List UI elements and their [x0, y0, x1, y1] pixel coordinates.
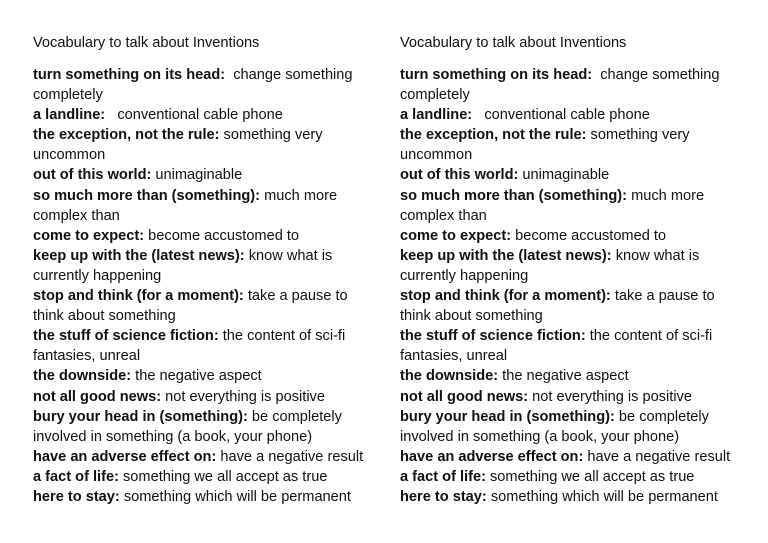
- entry-definition: unimaginable: [518, 167, 610, 184]
- entry-term: keep up with the (latest news):: [33, 247, 245, 264]
- vocabulary-entry: [33, 105, 378, 125]
- entry-definition: something we all accept as true: [118, 468, 328, 485]
- entry-term: come to expect:: [33, 227, 145, 244]
- vocabulary-entry: [33, 326, 378, 366]
- entry-term: not all good news:: [33, 388, 162, 405]
- entry-term: bury your head in (something):: [33, 408, 248, 425]
- vocabulary-entry: [400, 286, 745, 326]
- entry-definition: have a negative result: [216, 448, 364, 465]
- entry-definition: not everything is positive: [528, 388, 692, 405]
- entry-definition: conventional cable phone: [105, 107, 283, 124]
- entry-definition: not everything is positive: [161, 388, 325, 405]
- entry-definition: something very uncommon: [400, 127, 694, 164]
- vocabulary-entry: [33, 467, 378, 487]
- entry-term: not all good news:: [400, 388, 529, 405]
- entry-definition: be completely involved in something (a book, your phone): [33, 408, 347, 445]
- entry-term: a fact of life:: [400, 468, 486, 485]
- entry-term: the downside:: [400, 368, 499, 385]
- entry-term: turn something on its head:: [400, 67, 593, 83]
- vocabulary-entry: [400, 165, 745, 185]
- entry-definition: change something completely: [400, 67, 724, 104]
- vocabulary-entry: [33, 387, 378, 407]
- entry-definition: become accustomed to: [511, 227, 667, 244]
- entry-definition: know what is currently happening: [33, 247, 337, 284]
- entry-list: [400, 65, 745, 507]
- vocabulary-column-right: [400, 33, 745, 507]
- vocabulary-entry: [400, 387, 745, 407]
- entry-term: keep up with the (latest news):: [400, 247, 612, 264]
- entry-definition: the content of sci-fi fantasies, unreal: [400, 328, 717, 365]
- entry-term: a fact of life:: [33, 468, 119, 485]
- vocabulary-entry: [400, 65, 745, 105]
- entry-term: here to stay:: [400, 488, 487, 505]
- entry-term: come to expect:: [400, 227, 512, 244]
- vocabulary-entry: [400, 246, 745, 286]
- vocabulary-entry: [400, 467, 745, 487]
- vocabulary-entry: [33, 125, 378, 165]
- entry-term: the exception, not the rule:: [400, 127, 587, 144]
- entry-list: [33, 65, 378, 507]
- entry-term: have an adverse effect on:: [400, 448, 584, 465]
- vocabulary-entry: [33, 165, 378, 185]
- vocabulary-entry: [400, 447, 745, 467]
- entry-definition: conventional cable phone: [472, 107, 650, 124]
- vocabulary-entry: [400, 186, 745, 226]
- entry-term: a landline:: [33, 107, 106, 124]
- vocabulary-entry: [400, 326, 745, 366]
- entry-definition: much more complex than: [400, 187, 709, 224]
- vocabulary-entry: [400, 487, 745, 507]
- entry-term: out of this world:: [400, 167, 519, 184]
- entry-definition: become accustomed to: [144, 227, 300, 244]
- entry-definition: take a pause to think about something: [33, 288, 352, 325]
- entry-definition: something which will be permanent: [119, 488, 351, 505]
- vocabulary-entry: [33, 487, 378, 507]
- vocabulary-entry: [33, 186, 378, 226]
- entry-term: so much more than (something):: [33, 187, 261, 204]
- entry-definition: something very uncommon: [33, 127, 327, 164]
- entry-term: a landline:: [400, 107, 473, 124]
- entry-term: stop and think (for a moment):: [400, 288, 611, 305]
- entry-definition: something we all accept as true: [485, 468, 695, 485]
- vocabulary-entry: [33, 407, 378, 447]
- entry-term: here to stay:: [33, 488, 120, 505]
- vocabulary-entry: [33, 366, 378, 386]
- vocabulary-entry: [33, 286, 378, 326]
- entry-definition: change something completely: [33, 67, 357, 104]
- entry-term: the stuff of science fiction:: [400, 328, 586, 345]
- vocabulary-entry: [400, 105, 745, 125]
- vocabulary-entry: [33, 447, 378, 467]
- entry-term: stop and think (for a moment):: [33, 288, 244, 305]
- entry-definition: something which will be permanent: [486, 488, 718, 505]
- vocabulary-entry: [33, 226, 378, 246]
- entry-term: bury your head in (something):: [400, 408, 615, 425]
- entry-definition: unimaginable: [151, 167, 243, 184]
- entry-definition: be completely involved in something (a book, your phone): [400, 408, 714, 445]
- entry-term: the exception, not the rule:: [33, 127, 220, 144]
- column-title: Vocabulary to talk about Inventions: [400, 35, 627, 51]
- entry-term: out of this world:: [33, 167, 152, 184]
- vocabulary-entry: [33, 65, 378, 105]
- vocabulary-entry: [400, 366, 745, 386]
- entry-term: turn something on its head:: [33, 67, 226, 83]
- entry-definition: the content of sci-fi fantasies, unreal: [33, 328, 350, 365]
- entry-definition: much more complex than: [33, 187, 342, 224]
- vocabulary-entry: [400, 125, 745, 165]
- vocabulary-entry: [33, 246, 378, 286]
- entry-term: the downside:: [33, 368, 132, 385]
- entry-definition: take a pause to think about something: [400, 288, 719, 325]
- vocabulary-entry: [400, 407, 745, 447]
- entry-definition: have a negative result: [583, 448, 731, 465]
- vocabulary-column-left: [33, 33, 378, 507]
- entry-definition: the negative aspect: [498, 368, 629, 385]
- entry-term: have an adverse effect on:: [33, 448, 217, 465]
- entry-definition: know what is currently happening: [400, 247, 704, 284]
- vocabulary-entry: [400, 226, 745, 246]
- column-title: Vocabulary to talk about Inventions: [33, 35, 260, 51]
- entry-definition: the negative aspect: [131, 368, 262, 385]
- entry-term: so much more than (something):: [400, 187, 628, 204]
- entry-term: the stuff of science fiction:: [33, 328, 219, 345]
